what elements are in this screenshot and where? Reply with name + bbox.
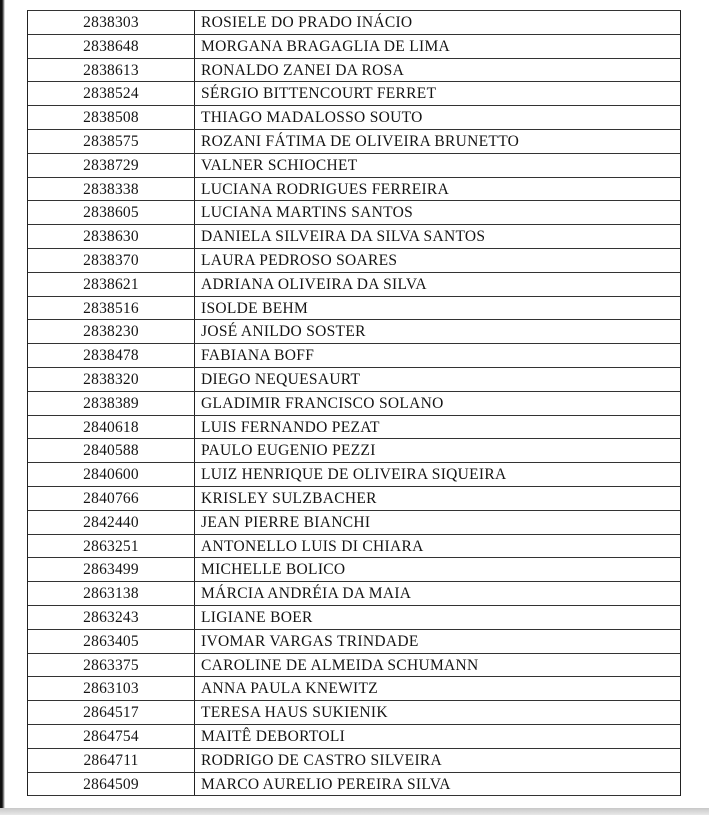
table-row bbox=[28, 59, 680, 83]
registration-code: 2838613 bbox=[28, 59, 195, 82]
person-name: LUIS FERNANDO PEZAT bbox=[201, 418, 380, 436]
table-row bbox=[28, 749, 680, 773]
registration-code: 2838508 bbox=[28, 106, 195, 129]
table-row bbox=[28, 416, 680, 440]
table-row bbox=[28, 249, 680, 273]
registration-code: 2838230 bbox=[28, 320, 195, 343]
registration-code: 2863499 bbox=[28, 558, 195, 581]
registration-code: 2838516 bbox=[28, 297, 195, 320]
registration-code: 2838524 bbox=[28, 82, 195, 105]
registration-code: 2863251 bbox=[28, 535, 195, 558]
page-bottom-shadow bbox=[0, 808, 709, 815]
person-name: MÁRCIA ANDRÉIA DA MAIA bbox=[201, 585, 412, 603]
person-name: MICHELLE BOLICO bbox=[201, 561, 346, 579]
table-row bbox=[28, 297, 680, 321]
registration-code: 2863405 bbox=[28, 630, 195, 653]
person-name: KRISLEY SULZBACHER bbox=[201, 489, 377, 507]
table-row bbox=[28, 439, 680, 463]
person-name: SÉRGIO BITTENCOURT FERRET bbox=[201, 85, 437, 103]
person-name: ANTONELLO LUIS DI CHIARA bbox=[201, 537, 424, 555]
registration-code: 2838621 bbox=[28, 273, 195, 296]
person-name: DIEGO NEQUESAURT bbox=[201, 370, 361, 388]
table-row bbox=[28, 511, 680, 535]
table-row bbox=[28, 130, 680, 154]
table-row bbox=[28, 582, 680, 606]
table-row bbox=[28, 225, 680, 249]
table-row bbox=[28, 773, 680, 797]
table-row bbox=[28, 558, 680, 582]
person-name: TERESA HAUS SUKIENIK bbox=[201, 704, 388, 722]
table-row bbox=[28, 701, 680, 725]
table-row bbox=[28, 106, 680, 130]
person-name: THIAGO MADALOSSO SOUTO bbox=[201, 109, 423, 127]
person-name: GLADIMIR FRANCISCO SOLANO bbox=[201, 394, 444, 412]
person-name: JOSÉ ANILDO SOSTER bbox=[201, 323, 366, 341]
registration-code: 2838478 bbox=[28, 344, 195, 367]
scan-edge-shadow bbox=[0, 0, 5, 815]
registration-code: 2838605 bbox=[28, 201, 195, 224]
registration-code: 2838575 bbox=[28, 130, 195, 153]
person-name: MARCO AURELIO PEREIRA SILVA bbox=[201, 775, 451, 793]
registration-code: 2864711 bbox=[28, 749, 195, 772]
table-row bbox=[28, 201, 680, 225]
person-name: RODRIGO DE CASTRO SILVEIRA bbox=[201, 751, 443, 769]
registration-code: 2842440 bbox=[28, 511, 195, 534]
person-name: DANIELA SILVEIRA DA SILVA SANTOS bbox=[201, 228, 486, 246]
registration-code: 2863375 bbox=[28, 654, 195, 677]
roster-table bbox=[27, 10, 681, 796]
person-name: VALNER SCHIOCHET bbox=[201, 156, 358, 174]
registration-code: 2863243 bbox=[28, 606, 195, 629]
person-name: LIGIANE BOER bbox=[201, 608, 313, 626]
table-row bbox=[28, 35, 680, 59]
table-row bbox=[28, 11, 680, 35]
registration-code: 2840766 bbox=[28, 487, 195, 510]
registration-code: 2838630 bbox=[28, 225, 195, 248]
registration-code: 2840600 bbox=[28, 463, 195, 486]
registration-code: 2863103 bbox=[28, 677, 195, 700]
table-row bbox=[28, 154, 680, 178]
person-name: MORGANA BRAGAGLIA DE LIMA bbox=[201, 37, 451, 55]
table-row bbox=[28, 725, 680, 749]
person-name: LUIZ HENRIQUE DE OLIVEIRA SIQUEIRA bbox=[201, 466, 507, 484]
person-name: LUCIANA MARTINS SANTOS bbox=[201, 204, 414, 222]
registration-code: 2838648 bbox=[28, 35, 195, 58]
table-row bbox=[28, 178, 680, 202]
table-row bbox=[28, 273, 680, 297]
person-name: ROZANI FÁTIMA DE OLIVEIRA BRUNETTO bbox=[201, 132, 520, 150]
registration-code: 2864509 bbox=[28, 773, 195, 796]
person-name: FABIANA BOFF bbox=[201, 347, 315, 365]
registration-code: 2838338 bbox=[28, 178, 195, 201]
table-row bbox=[28, 344, 680, 368]
table-row bbox=[28, 606, 680, 630]
person-name: LAURA PEDROSO SOARES bbox=[201, 251, 398, 269]
person-name: ROSIELE DO PRADO INÁCIO bbox=[201, 14, 413, 31]
registration-code: 2838389 bbox=[28, 392, 195, 415]
registration-code: 2840588 bbox=[28, 439, 195, 462]
registration-code: 2838320 bbox=[28, 368, 195, 391]
person-name: MAITÊ DEBORTOLI bbox=[201, 727, 346, 745]
person-name: IVOMAR VARGAS TRINDADE bbox=[201, 632, 419, 650]
person-name: CAROLINE DE ALMEIDA SCHUMANN bbox=[201, 656, 479, 674]
table-row bbox=[28, 677, 680, 701]
person-name: LUCIANA RODRIGUES FERREIRA bbox=[201, 180, 450, 198]
table-row bbox=[28, 463, 680, 487]
registration-code: 2838729 bbox=[28, 154, 195, 177]
table-row bbox=[28, 82, 680, 106]
person-name: JEAN PIERRE BIANCHI bbox=[201, 513, 371, 531]
registration-code: 2864517 bbox=[28, 701, 195, 724]
person-name: ADRIANA OLIVEIRA DA SILVA bbox=[201, 275, 427, 293]
registration-code: 2864754 bbox=[28, 725, 195, 748]
table-row bbox=[28, 368, 680, 392]
person-name: ANNA PAULA KNEWITZ bbox=[201, 680, 379, 698]
table-row bbox=[28, 320, 680, 344]
registration-code: 2840618 bbox=[28, 416, 195, 439]
person-name: ISOLDE BEHM bbox=[201, 299, 309, 317]
registration-code: 2838370 bbox=[28, 249, 195, 272]
person-name: PAULO EUGENIO PEZZI bbox=[201, 442, 376, 460]
registration-code: 2863138 bbox=[28, 582, 195, 605]
table-row bbox=[28, 487, 680, 511]
person-name: RONALDO ZANEI DA ROSA bbox=[201, 61, 405, 79]
registration-code: 2838303 bbox=[28, 11, 195, 34]
table-row bbox=[28, 535, 680, 559]
table-row bbox=[28, 630, 680, 654]
table-row bbox=[28, 392, 680, 416]
table-row bbox=[28, 654, 680, 678]
